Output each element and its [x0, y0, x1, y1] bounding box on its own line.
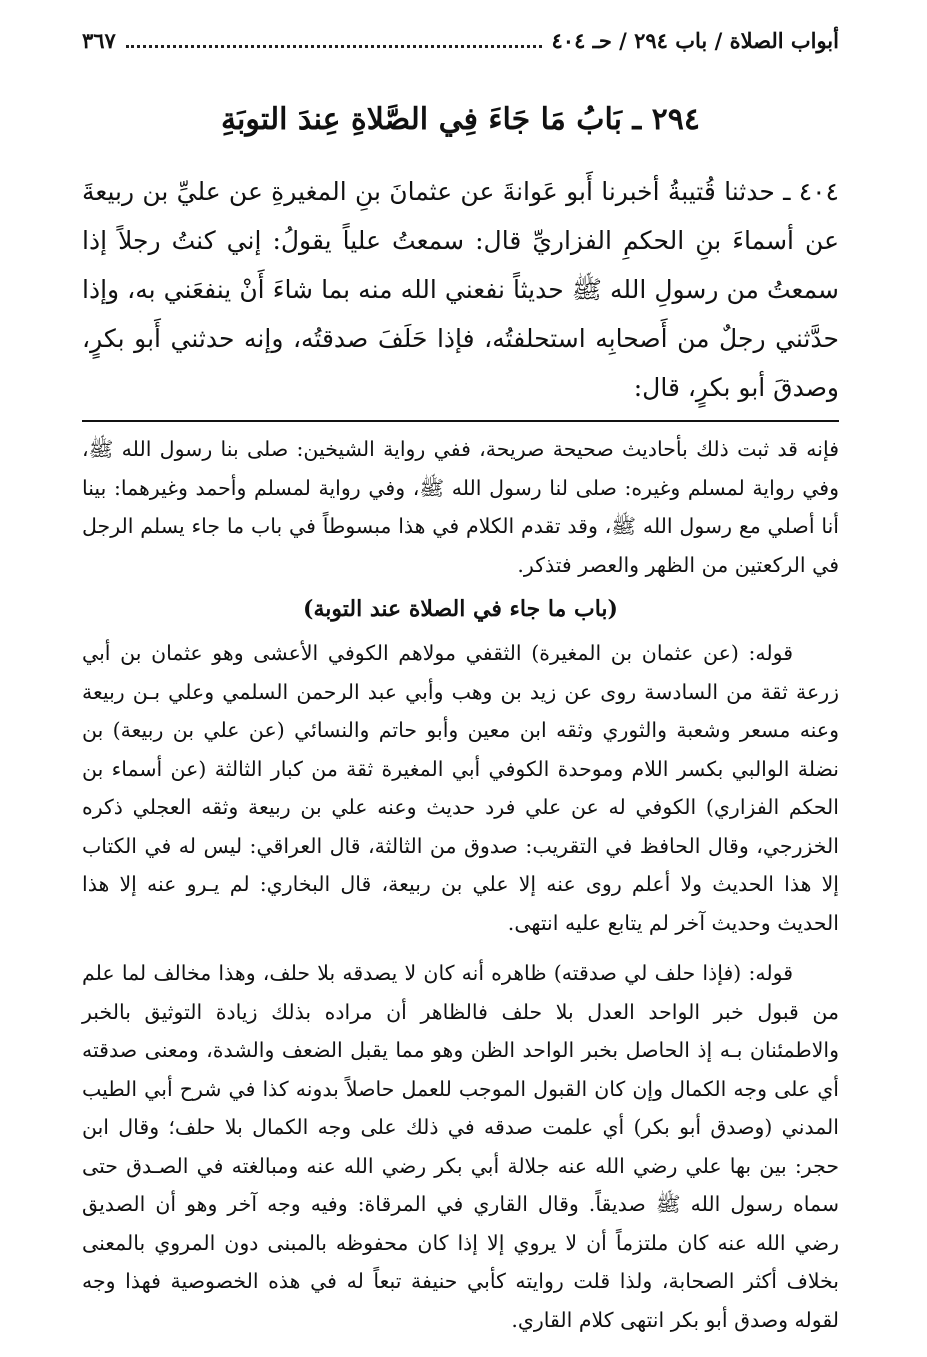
commentary-paragraph-1: قوله: (عن عثمان بن المغيرة) الثقفي مولاهم الكوفي الأعشى وهو عثمان بن أبي زرعة ثقة من السادسة روى عن زيد بن وهب وأبي عبد الرحمن السلمي وعلي بـن ربيعة وعنه مسعر وشعبة والثوري وثقه ابن معين وأبو حاتم والنسائي (عن علي بن ربيعة) بن نضلة الوالبي بكسر اللام وموحدة الكوفي أبي المغيرة ثقة من كبار الثالثة (عن أسماء بن الحكم الفزاري) الكوفي له عن علي فرد حديث وعنه علي بن ربيعة وثقه العجلي ذكره الخزرجي، وقال الحافظ في التقريب: صدوق من الثالثة، قال العراقي: ليس له في الكتاب إلا هذا الحديث ولا أعلم روى عنه إلا علي بن ربيعة، قال البخاري: لم يـرو عنه إلا هذا الحديث وحديث آخر لم يتابع عليه انتهى.	[82, 641, 839, 935]
running-header	[82, 28, 839, 62]
running-title: أبواب الصلاة / باب ٢٩٤ / حـ ٤٠٤	[551, 28, 839, 53]
chapter-title: ٢٩٤ ـ بَابُ مَا جَاءَ فِي الصَّلاةِ عِندَ التوبَةِ	[220, 102, 701, 137]
page-number: ٣٦٧	[82, 28, 116, 53]
hadith-text: ٤٠٤ ـ حدثنا قُتيبةُ أخبرنا أَبو عَوانةَ عن عثمانَ بنِ المغيرةِ عن عليِّ بن ربيعةَ عن أسماءَ بنِ الحكمِ الفزاريِّ قال: سمعتُ علياً يقولُ: إني كنتُ رجلاً إذا سمعتُ من رسولِ الله ﷺ حديثاً نفعني الله منه بما شاءَ أَنْ ينفعَني به، وإذا حدَّثني رجلٌ من أَصحابِه استحلفتُه، فإذا حَلَفَ صدقتُه، وإنه حدثني أَبو بكرٍ، وصدقَ أبو بكرٍ، قال:	[82, 177, 839, 402]
commentary-intro: فإنه قد ثبت ذلك بأحاديث صحيحة صريحة، ففي رواية الشيخين: صلى بنا رسول الله ﷺ، وفي رواية لمسلم وغيره: صلى لنا رسول الله ﷺ، وفي رواية لمسلم وأحمد وغيرهما: بينا أنا أصلي مع رسول الله ﷺ، وقد تقدم الكلام في هذا مبسوطاً في باب ما جاء يسلم الرجل في الركعتين من الظهر والعصر فتذكر.	[82, 437, 839, 577]
header-dot-leader	[126, 35, 542, 48]
commentary-paragraph-2: قوله: (فإذا حلف لي صدقته) ظاهره أنه كان لا يصدقه بلا حلف، وهذا مخالف لما علم من قبول خبر الواحد العدل بلا حلف فالظاهر أن مراده بذلك زيادة التوثيق بالخبر والاطمئنان بـه إذ الحاصل بخبر الواحد الظن وهو مما يقبل الضعف والشدة، ومعنى صدقته أي على وجه الكمال وإن كان القبول الموجب للعمل حاصلاً بدونه كذا في شرح أبي الطيب المدني (وصدق أبو بكر) أي علمت صدقه في ذلك على وجه الكمال بلا حلف؛ وقال ابن حجر: بين بها علي رضي الله عنه جلالة أبي بكر رضي الله عنه ومبالغته في الصـدق حتى سماه رسول الله ﷺ صديقاً. وقال القاري في المرقاة: وفيه وجه آخر وهو أن الصديق رضي الله عنه كان ملتزماً أن لا يروي إلا إذا كان محفوظه بالمبنى دون المروي بالمعنى بخلاف أكثر الصحابة، ولذا قلت روايته كأبي حنيفة تبعاً له في هذه الخصوصية فهذا وجه لقوله وصدق أبو بكر انتهى كلام القاري.	[82, 961, 839, 1332]
footnote-separator	[82, 420, 839, 422]
commentary-sub-heading: (باب ما جاء في الصلاة عند التوبة)	[303, 596, 618, 622]
